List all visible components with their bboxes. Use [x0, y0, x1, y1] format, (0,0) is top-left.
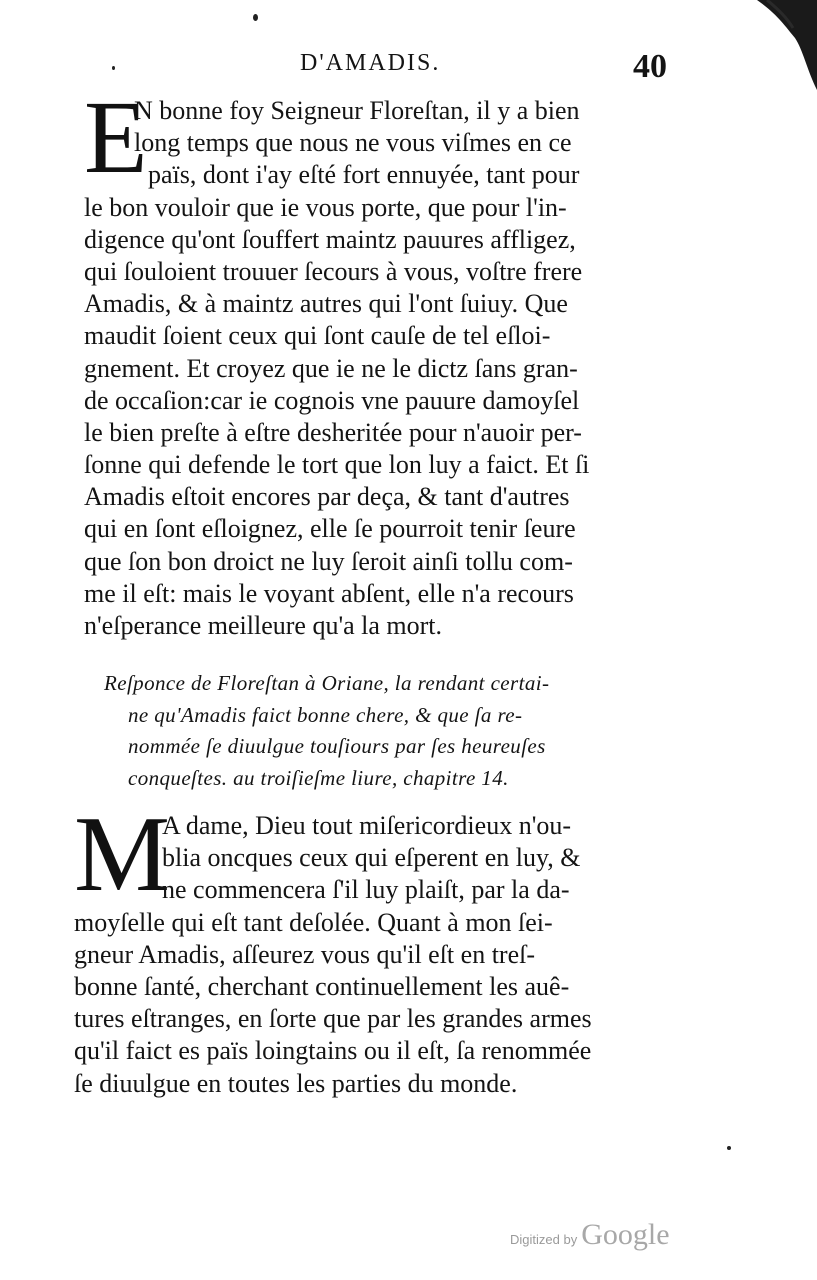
- text-line: Amadis, & à maintz autres qui l'ont ſuiuy. Que: [84, 289, 568, 319]
- ink-speck: [253, 14, 258, 21]
- text-line: digence qu'ont ſouffert maintz pauures affligez,: [84, 224, 576, 254]
- summary-line: ne qu'Amadis faict bonne chere, & que ſa re-: [128, 702, 523, 727]
- text-line: gneur Amadis, aſſeurez vous qu'il eſt en treſ-: [74, 939, 535, 969]
- text-line: N bonne foy Seigneur Floreſtan, il y a bien: [134, 96, 580, 125]
- text-line: le bon vouloir que ie vous porte, que pour l'in-: [84, 192, 567, 222]
- text-line: long temps que nous ne vous viſmes en ce: [134, 128, 572, 158]
- text-line: ſonne qui defende le tort que lon luy a faict. Et ſi: [84, 450, 590, 480]
- text-line: maudit ſoient ceux qui ſont cauſe de tel eſloi-: [84, 321, 551, 351]
- paragraph: [74, 810, 684, 1100]
- text-line: moyſelle qui eſt tant deſolée. Quant à mon ſei-: [74, 907, 553, 937]
- ink-speck: [112, 66, 115, 70]
- text-line: gnement. Et croyez que ie ne le dictz ſans gran-: [84, 353, 578, 383]
- text-line: de occaſion:car ie cognois vne pauure damoyſel: [84, 385, 580, 415]
- text-line: blia oncques ceux qui eſperent en luy, &: [162, 843, 581, 873]
- text-line: bonne ſanté, cherchant continuellement les auê-: [74, 971, 570, 1001]
- text-line: A dame, Dieu tout miſericordieux n'ou-: [162, 811, 572, 840]
- watermark-brand: Google: [581, 1218, 670, 1251]
- paragraph: [84, 95, 684, 642]
- summary-line: Reſponce de Floreſtan à Oriane, la rendant certai-: [104, 671, 550, 695]
- page-edge-shadow: [757, 0, 817, 90]
- summary-line: nommée ſe diuulgue touſiours par ſes heureuſes: [128, 734, 546, 758]
- text-line: me il eſt: mais le voyant abſent, elle n'a recours: [84, 578, 574, 608]
- text-line: ſe diuulgue en toutes les parties du monde.: [74, 1068, 518, 1098]
- text-line: tures eſtranges, en ſorte que par les grandes armes: [74, 1004, 592, 1034]
- digitization-watermark: [510, 1218, 670, 1252]
- text-line: qui en ſont eſloignez, elle ſe pourroit tenir ſeure: [84, 514, 576, 544]
- drop-capital: E: [84, 80, 148, 195]
- chapter-summary: [104, 668, 684, 794]
- ink-speck: [727, 1146, 731, 1150]
- text-line: le bien preſte à eſtre desheritée pour n'auoir per-: [84, 417, 582, 447]
- watermark-label: Digitized by: [510, 1232, 578, 1247]
- text-line: n'eſperance meilleure qu'a la mort.: [84, 611, 443, 640]
- text-line: que ſon bon droict ne luy ſeroit ainſi tollu com-: [84, 546, 573, 576]
- summary-line: conqueſtes. au troiſieſme liure, chapitre 14.: [128, 765, 509, 790]
- text-line: ne commencera ſ'il luy plaiſt, par la da-: [162, 875, 570, 905]
- text-line: païs, dont i'ay eſté fort ennuyée, tant pour: [148, 160, 580, 190]
- text-line: qu'il faict es païs loingtains ou il eſt, ſa renommée: [74, 1036, 592, 1066]
- page-number: 40: [633, 48, 667, 85]
- text-line: qui ſouloient trouuer ſecours à vous, voſtre frere: [84, 256, 583, 286]
- drop-capital: M: [74, 795, 171, 914]
- text-line: Amadis eſtoit encores par deça, & tant d'autres: [84, 482, 570, 512]
- running-head: D'AMADIS.: [300, 50, 441, 76]
